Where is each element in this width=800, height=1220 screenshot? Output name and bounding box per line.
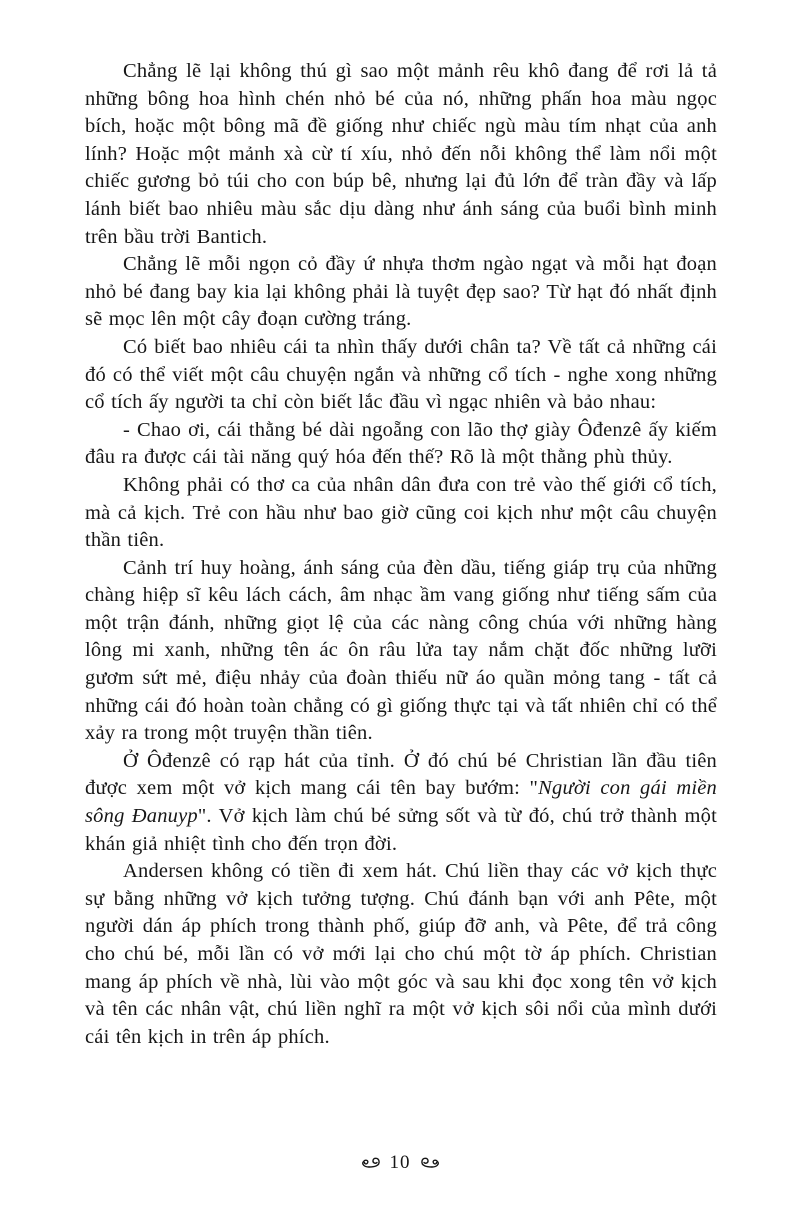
fleuron-right-icon [419,1156,441,1170]
book-page-text-block [85,58,717,1051]
page-footer [0,1152,800,1174]
paragraph: Không phải có thơ ca của nhân dân đưa con trẻ vào thế giới cổ tích, mà cả kịch. Trẻ con hầu như bao giờ cũng coi kịch như một câu chuyện thần tiên. [85,473,717,552]
paragraph: Chẳng lẽ lại không thú gì sao một mảnh rêu khô đang để rơi lả tả những bông hoa hình chén nhỏ bé của nó, những phấn hoa màu ngọc bích, hoặc một bông mã đề giống như chiếc ngù màu tím nhạt của anh lính? Hoặc một mảnh xà cừ tí xíu, nhỏ đến nỗi không thể làm nổi một chiếc gương bỏ túi cho con búp bê, nhưng lại đủ lớn để tràn đầy và lấp lánh biết bao nhiêu màu sắc dịu dàng như ánh sáng của buổi bình minh trên bầu trời Bantich. [85,60,717,248]
page-number: 10 [389,1152,411,1173]
paragraph: Cảnh trí huy hoàng, ánh sáng của đèn dầu, tiếng giáp trụ của những chàng hiệp sĩ kêu lách cách, âm nhạc ầm vang giống như tiếng sấm của một trận đánh, những giọt lệ của các nàng công chúa với những hàng lông mi xanh, những tên ác ôn râu lửa tay nắm chặt đốc những lưỡi gươm sứt mẻ, điệu nhảy của đoàn thiếu nữ áo quần mỏng tang - tất cả những cái đó hoàn toàn chẳng có gì giống thực tại và tất nhiên chỉ có thể xảy ra trong một truyện thần tiên. [85,556,717,745]
paragraph: Andersen không có tiền đi xem hát. Chú liền thay các vở kịch thực sự bằng những vở kịch tưởng tượng. Chú đánh bạn với anh Pête, một người dán áp phích trong thành phố, giúp đỡ anh, và Pête, để trả công cho chú bé, mỗi lần có vở mới lại cho chú một tờ áp phích. Christian mang áp phích về nhà, lùi vào một góc và sau khi đọc xong tên vở kịch và tên các nhân vật, chú liền nghĩ ra một vở kịch sôi nổi của mình dưới cái tên kịch in trên áp phích. [85,860,717,1048]
paragraph-text: Ở Ôđenzê có rạp hát của tỉnh. Ở đó chú bé Christian lần đầu tiên được xem một vở kịch mang cái tên bay bướm: " [85,749,717,800]
fleuron-left-icon [360,1156,382,1170]
paragraph-with-title [85,748,717,858]
play-title-italic: Người con gái miền sông Đanuyp [85,777,717,828]
paragraph-text: ". Vở kịch làm chú bé sửng sốt và từ đó, chú trở thành một khán giả nhiệt tình cho đến trọn đời. [85,805,717,855]
paragraph-dialogue: - Chao ơi, cái thằng bé dài ngoẵng con lão thợ giày Ôđenzê ấy kiếm đâu ra được cái tài năng quý hóa đến thế? Rõ là một thằng phù thủy. [85,418,717,469]
paragraph: Có biết bao nhiêu cái ta nhìn thấy dưới chân ta? Về tất cả những cái đó có thể viết một câu chuyện ngắn và những cổ tích - nghe xong những cổ tích ấy người ta chỉ còn biết lắc đầu vì ngạc nhiên và bảo nhau: [85,335,717,414]
paragraph: Chẳng lẽ mỗi ngọn cỏ đầy ứ nhựa thơm ngào ngạt và mỗi hạt đoạn nhỏ bé đang bay kia lại không phải là tuyệt đẹp sao? Từ hạt đó nhất định sẽ mọc lên một cây đoạn cường tráng. [85,253,717,331]
